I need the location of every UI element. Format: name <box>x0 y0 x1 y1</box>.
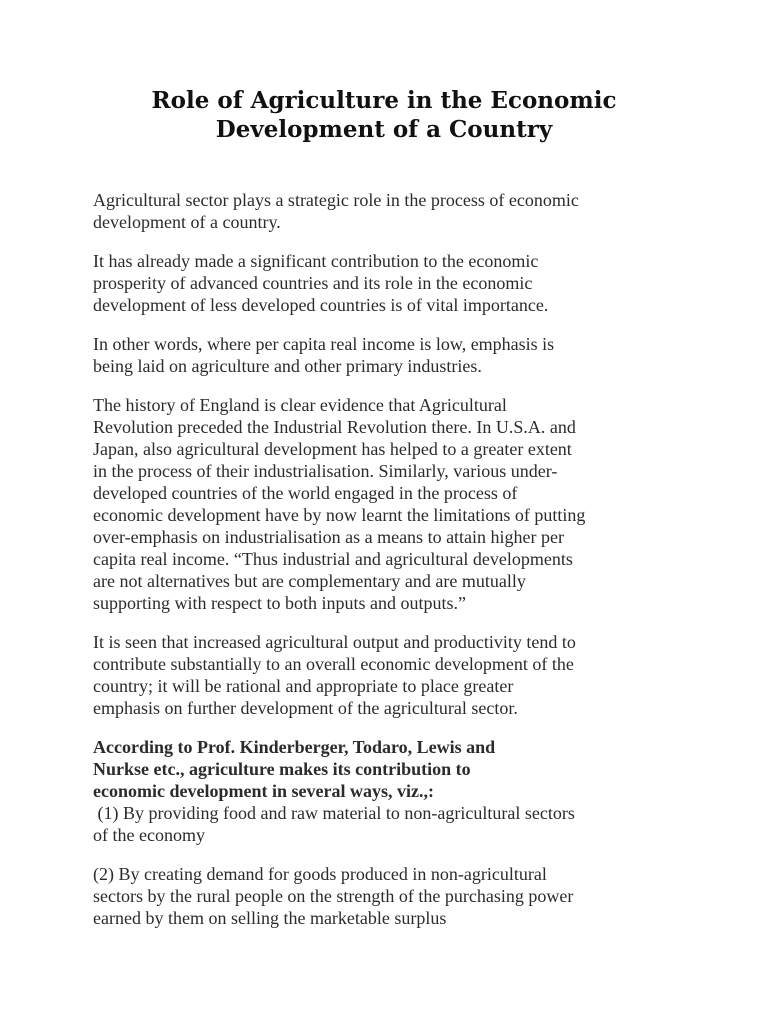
text-line: Nurkse etc., agriculture makes its contribution to <box>93 759 471 779</box>
document-body <box>93 189 688 946</box>
text-line: country; it will be rational and appropriate to place greater <box>93 676 514 696</box>
text-line: are not alternatives but are complementary and are mutually <box>93 571 526 591</box>
text-line: over-emphasis on industrialisation as a means to attain higher per <box>93 527 565 547</box>
paragraph-contribution <box>93 250 688 316</box>
text-line: prosperity of advanced countries and its role in the economic <box>93 273 533 293</box>
paragraph-intro <box>93 189 688 233</box>
text-line: Japan, also agricultural development has helped to a greater extent <box>93 439 572 459</box>
bold-heading <box>93 736 688 802</box>
text-line: emphasis on further development of the agricultural sector. <box>93 698 518 718</box>
paragraph-history <box>93 394 688 614</box>
text-line: development of a country. <box>93 212 281 232</box>
text-line: being laid on agriculture and other primary industries. <box>93 356 482 376</box>
text-line: earned by them on selling the marketable surplus <box>93 908 447 928</box>
paragraph-productivity <box>93 631 688 719</box>
text-line: It has already made a significant contribution to the economic <box>93 251 539 271</box>
text-line: Agricultural sector plays a strategic role in the process of economic <box>93 190 579 210</box>
text-line: In other words, where per capita real income is low, emphasis is <box>93 334 555 354</box>
text-line: (1) By providing food and raw material to non-agricultural sectors <box>93 803 575 823</box>
text-line: economic development in several ways, viz.,: <box>93 781 434 801</box>
text-line: in the process of their industrialisation. Similarly, various under- <box>93 461 558 481</box>
text-line: According to Prof. Kinderberger, Todaro, Lewis and <box>93 737 496 757</box>
text-line: capita real income. “Thus industrial and agricultural developments <box>93 549 573 569</box>
text-line: supporting with respect to both inputs and outputs.” <box>93 593 466 613</box>
text-line: It is seen that increased agricultural output and productivity tend to <box>93 632 576 652</box>
text-line: sectors by the rural people on the strength of the purchasing power <box>93 886 574 906</box>
text-line: economic development have by now learnt the limitations of putting <box>93 505 586 525</box>
text-line: (2) By creating demand for goods produced in non-agricultural <box>93 864 547 884</box>
text-line: developed countries of the world engaged in the process of <box>93 483 518 503</box>
text-line: of the economy <box>93 825 205 845</box>
point-1 <box>93 802 688 846</box>
text-line: Revolution preceded the Industrial Revolution there. In U.S.A. and <box>93 417 576 437</box>
document-title <box>0 86 768 144</box>
text-line: development of less developed countries is of vital importance. <box>93 295 549 315</box>
text-line: contribute substantially to an overall economic development of the <box>93 654 574 674</box>
text-line: The history of England is clear evidence that Agricultural <box>93 395 507 415</box>
point-2 <box>93 863 688 929</box>
title-line: Development of a Country <box>215 116 553 143</box>
title-line: Role of Agriculture in the Economic <box>151 87 617 114</box>
paragraph-other-words <box>93 333 688 377</box>
